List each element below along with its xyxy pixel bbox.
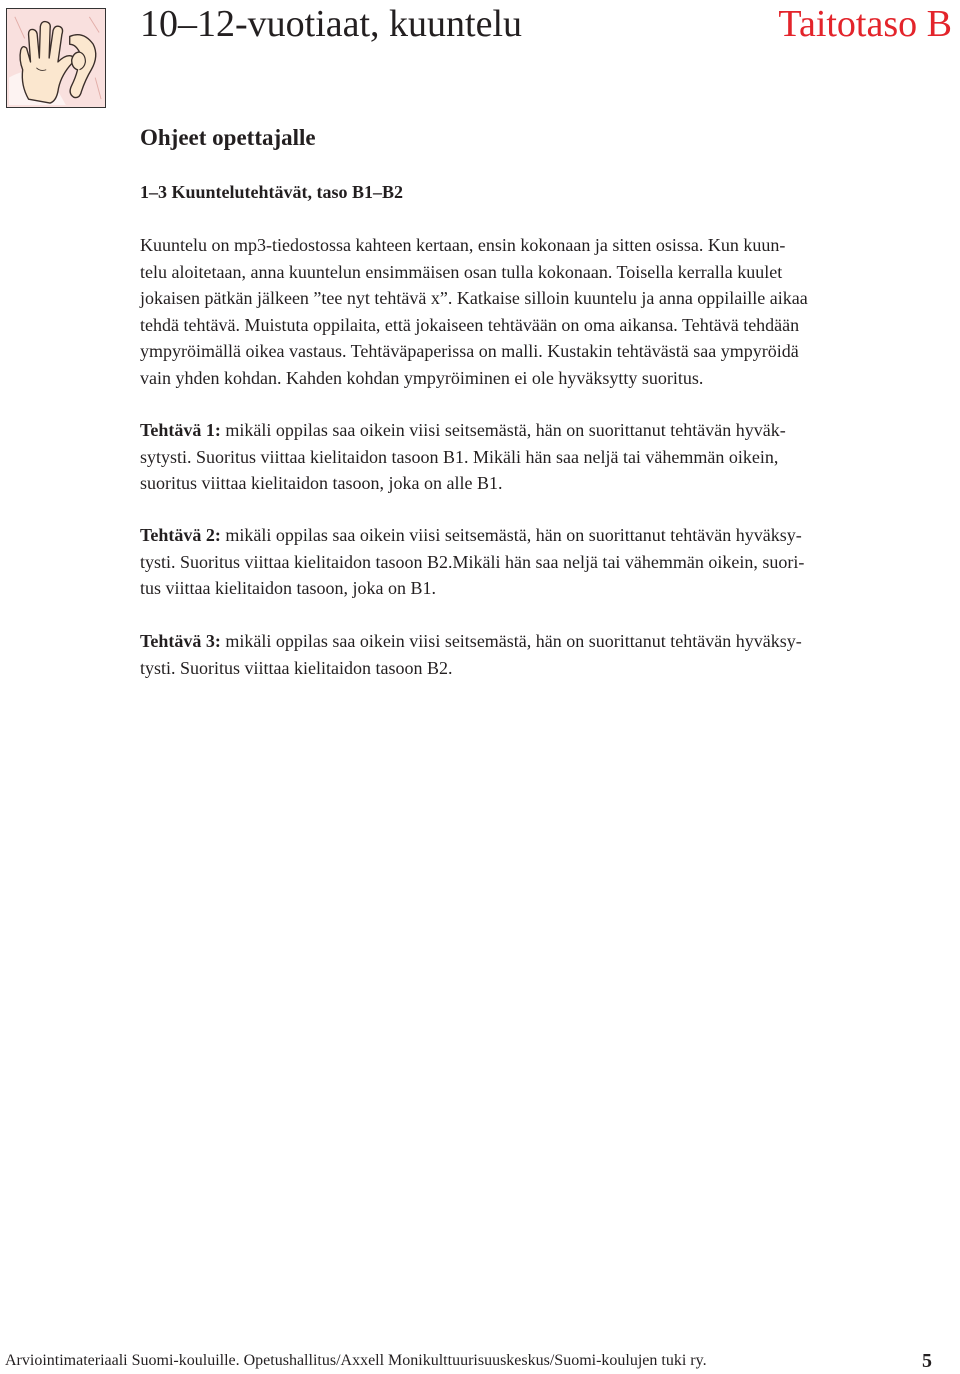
task-label: Tehtävä 1: (140, 420, 221, 440)
text-line: jokaisen pätkän jälkeen ”tee nyt tehtävä x”. Katkaise silloin kuuntelu ja anna oppilaille aikaa (140, 288, 808, 308)
task-3-paragraph (140, 628, 802, 681)
page-title: 10–12-vuotiaat, kuuntelu (140, 3, 523, 45)
page-number: 5 (922, 1350, 932, 1372)
text-line: sytysti. Suoritus viittaa kielitaidon tasoon B1. Mikäli hän saa neljä tai vähemmän oikein, (140, 446, 779, 467)
task-text: mikäli oppilas saa oikein viisi seitsemästä, hän on suorittanut tehtävän hyväksy- (220, 525, 802, 545)
level-title: Taitotaso B (778, 3, 952, 45)
text-line: tysti. Suoritus viittaa kielitaidon tasoon B2. (140, 657, 453, 678)
text-line: ympyröimällä oikea vastaus. Tehtäväpaperissa on malli. Kustakin tehtävästä saa ympyröidä (140, 341, 799, 361)
task-label: Tehtävä 2: (140, 525, 221, 545)
text-line (140, 417, 786, 444)
task-text: mikäli oppilas saa oikein viisi seitsemästä, hän on suorittanut tehtävän hyväksy- (220, 631, 802, 651)
text-line: telu aloitetaan, anna kuuntelun ensimmäisen osan tulla kokonaan. Toisella kerralla kuulet (140, 261, 783, 282)
subsection-title: 1–3 Kuuntelutehtävät, taso B1–B2 (140, 182, 404, 202)
text-line: tus viittaa kielitaidon tasoon, joka on B1. (140, 578, 436, 598)
text-line: suoritus viittaa kielitaidon tasoon, joka on alle B1. (140, 473, 503, 493)
task-1-paragraph (140, 417, 786, 497)
task-2-paragraph (140, 522, 804, 602)
task-label: Tehtävä 3: (140, 631, 221, 651)
text-line: tysti. Suoritus viittaa kielitaidon tasoon B2.Mikäli hän saa neljä tai vähemmän oikein, suori- (140, 551, 805, 572)
text-line (140, 522, 804, 549)
text-line: vain yhden kohdan. Kahden kohdan ympyröiminen ei ole hyväksytty suoritus. (140, 367, 704, 388)
section-title: Ohjeet opettajalle (140, 125, 316, 150)
intro-paragraph (140, 232, 808, 391)
text-line: Kuuntelu on mp3-tiedostossa kahteen kertaan, ensin kokonaan ja sitten osissa. Kun kuun- (140, 235, 786, 255)
task-text: mikäli oppilas saa oikein viisi seitsemästä, hän on suorittanut tehtävän hyväk- (220, 420, 786, 440)
hand-ear-icon (7, 9, 105, 107)
footer-credits: Arviointimateriaali Suomi-kouluille. Opetushallitus/Axxell Monikulttuurisuuskeskus/Suomi-koulujen tuki ry. (5, 1352, 707, 1369)
text-line (140, 628, 802, 655)
text-line: tehdä tehtävä. Muistuta oppilaita, että jokaiseen tehtävään on oma aikansa. Tehtävä tehdään (140, 314, 800, 335)
logo (6, 8, 106, 108)
